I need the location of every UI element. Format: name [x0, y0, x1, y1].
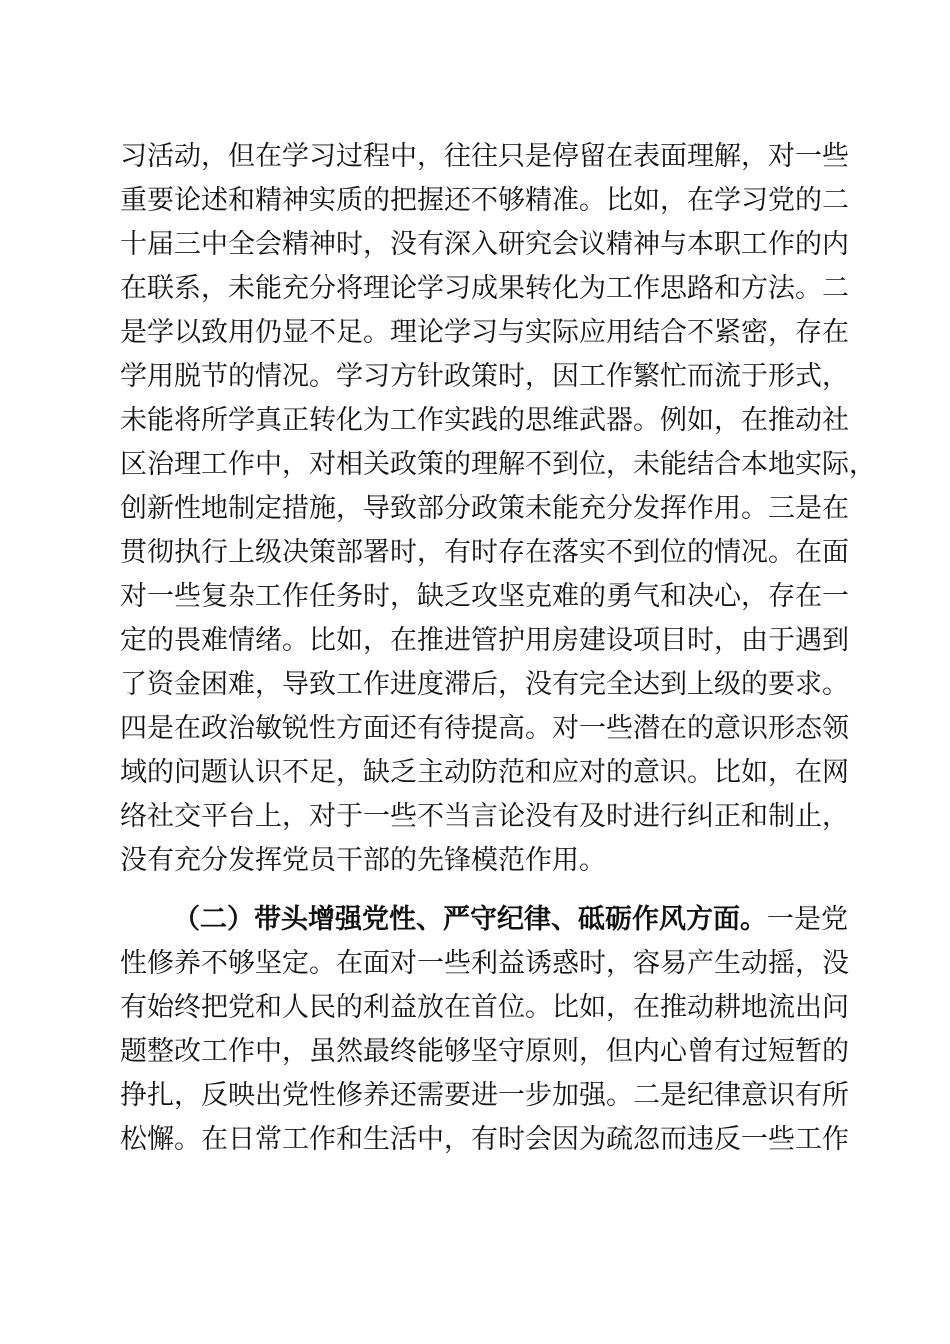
paragraph-line: 四是在政治敏锐性方面还有待提高。对一些潜在的意识形态领	[120, 713, 849, 744]
paragraph-line: 未能将所学真正转化为工作实践的思维武器。例如，在推动社	[120, 405, 849, 436]
paragraph-line: 题整改工作中，虽然最终能够坚守原则，但内心曾有过短暂的	[120, 1036, 849, 1067]
paragraph-line: 区治理工作中，对相关政策的理解不到位，未能结合本地实际，	[120, 449, 876, 480]
paragraph-line: 在联系，未能充分将理论学习成果转化为工作思路和方法。二	[120, 273, 849, 304]
section-heading-line	[173, 898, 848, 942]
paragraph-line: 域的问题认识不足，缺乏主动防范和应对的意识。比如，在网	[120, 757, 849, 788]
paragraph-line: 创新性地制定措施，导致部分政策未能充分发挥作用。三是在	[120, 493, 849, 524]
section-heading-continuation: 一是党	[767, 904, 848, 935]
paragraph-line: 有始终把党和人民的利益放在首位。比如，在推动耕地流出问	[120, 992, 849, 1023]
paragraph-line: 挣扎，反映出党性修养还需要进一步加强。二是纪律意识有所	[120, 1080, 849, 1111]
paragraph-line: 定的畏难情绪。比如，在推进管护用房建设项目时，由于遇到	[120, 625, 849, 656]
section-heading: （二）带头增强党性、严守纪律、砥砺作风方面。	[173, 904, 767, 935]
paragraph-line: 了资金困难，导致工作进度滞后，没有完全达到上级的要求。	[120, 669, 849, 700]
paragraph-line: 贯彻执行上级决策部署时，有时存在落实不到位的情况。在面	[120, 537, 849, 568]
paragraph-line: 习活动，但在学习过程中，往往只是停留在表面理解，对一些	[120, 141, 849, 172]
paragraph-line: 学用脱节的情况。学习方针政策时，因工作繁忙而流于形式，	[120, 361, 849, 392]
paragraph-line: 对一些复杂工作任务时，缺乏攻坚克难的勇气和决心，存在一	[120, 581, 849, 612]
paragraph-line: 重要论述和精神实质的把握还不够精准。比如，在学习党的二	[120, 185, 849, 216]
paragraph-line: 络社交平台上，对于一些不当言论没有及时进行纠正和制止，	[120, 801, 849, 832]
paragraph-line: 十届三中全会精神时，没有深入研究会议精神与本职工作的内	[120, 229, 849, 260]
paragraph-line: 是学以致用仍显不足。理论学习与实际应用结合不紧密，存在	[120, 317, 849, 348]
paragraph-line: 性修养不够坚定。在面对一些利益诱惑时，容易产生动摇，没	[120, 948, 849, 979]
paragraph-line: 没有充分发挥党员干部的先锋模范作用。	[120, 845, 606, 876]
paragraph-line: 松懈。在日常工作和生活中，有时会因为疏忽而违反一些工作	[120, 1124, 849, 1155]
